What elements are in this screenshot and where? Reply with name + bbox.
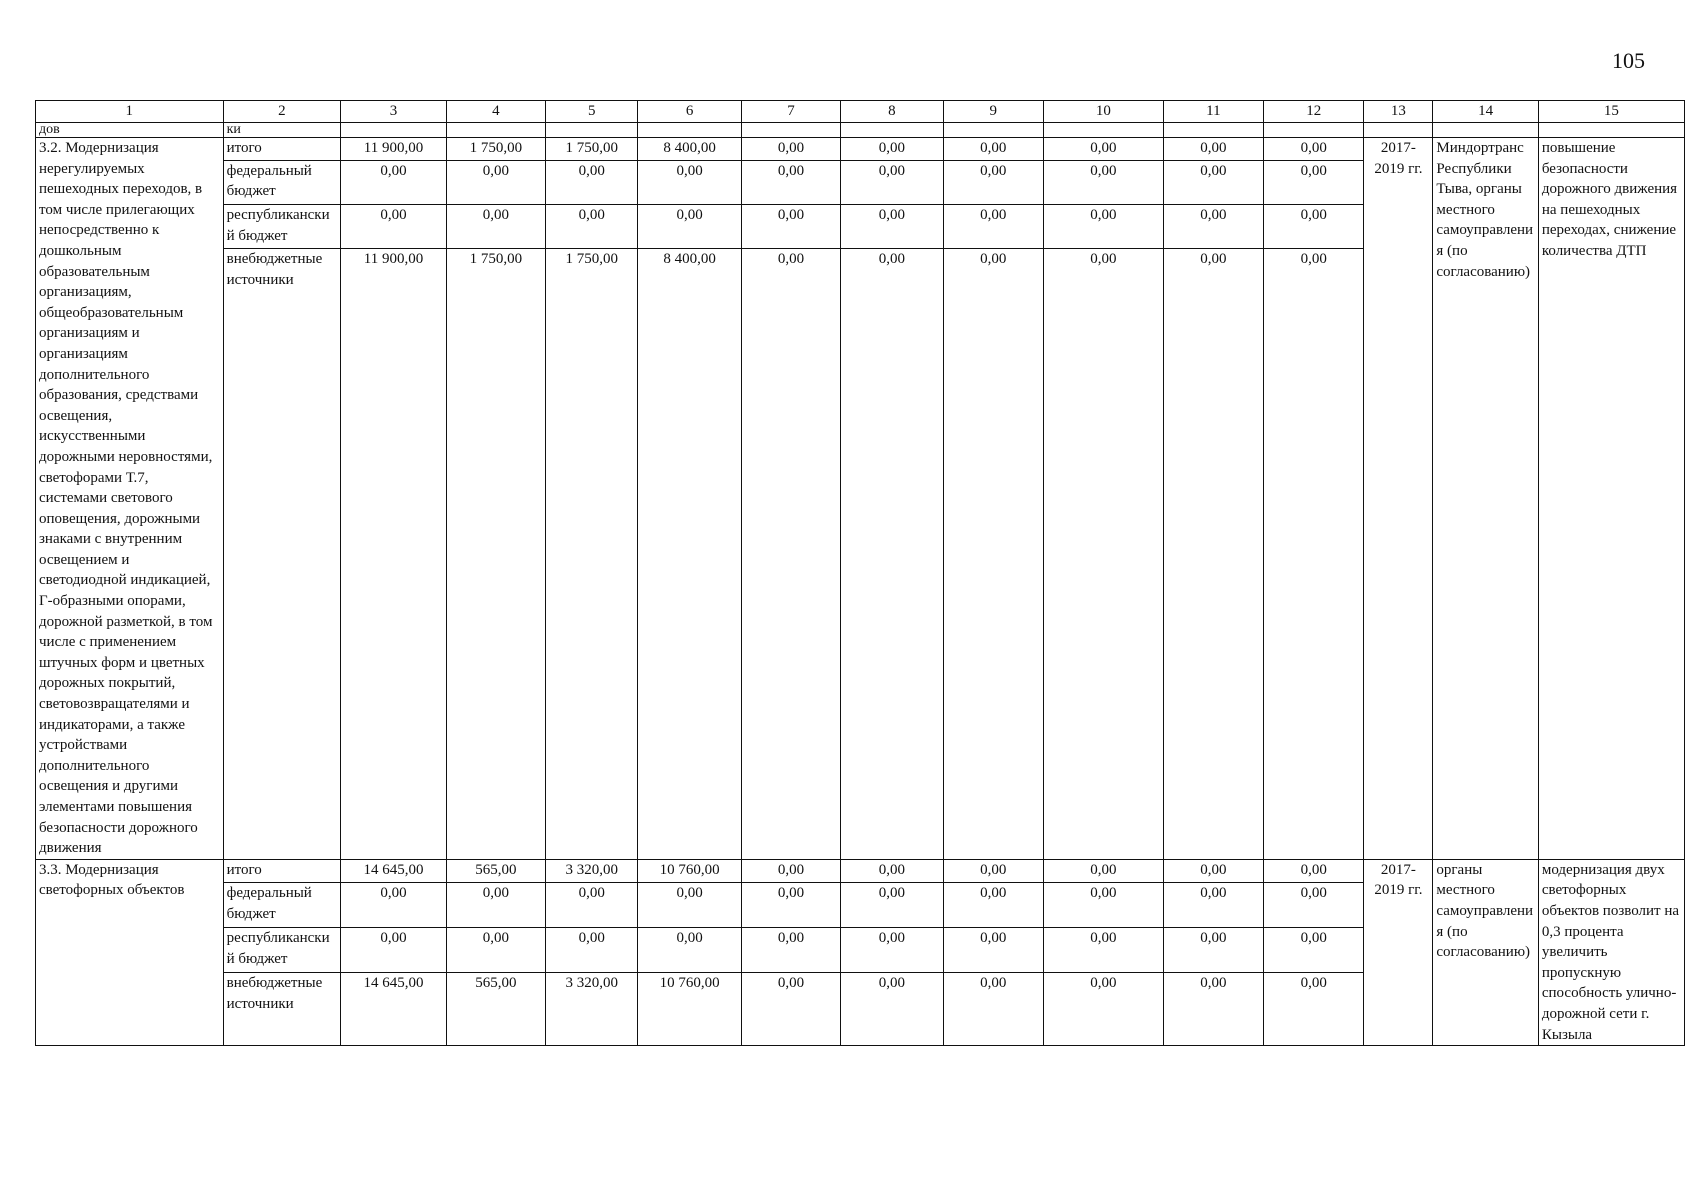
funding-value: 1 750,00 — [446, 249, 545, 859]
funding-value: 0,00 — [741, 859, 840, 882]
funding-value: 0,00 — [1264, 973, 1364, 1046]
funding-source-label: федеральный бюджет — [223, 882, 341, 927]
funding-value: 1 750,00 — [546, 249, 638, 859]
column-number-10: 10 — [1044, 101, 1164, 123]
funding-value: 0,00 — [1163, 249, 1263, 859]
column-number-3: 3 — [341, 101, 446, 123]
expected-result: модернизация двух светофорных объектов позволит на 0,3 процента увеличить пропускную способность улично-дорожной сети г. Кызыла — [1538, 859, 1684, 1045]
funding-value: 0,00 — [1163, 160, 1263, 204]
funding-value: 0,00 — [1264, 249, 1364, 859]
funding-value: 10 760,00 — [638, 973, 741, 1046]
funding-value: 0,00 — [341, 882, 446, 927]
funding-value: 0,00 — [341, 160, 446, 204]
table-body — [36, 101, 1685, 1046]
funding-value: 0,00 — [943, 138, 1043, 161]
measure-name: 3.3. Модернизация светофорных объектов — [36, 859, 224, 1045]
column-number-15: 15 — [1538, 101, 1684, 123]
funding-value: 0,00 — [741, 160, 840, 204]
funding-value: 0,00 — [841, 205, 943, 249]
program-table — [35, 100, 1685, 1046]
funding-source-label: внебюджетные источники — [223, 973, 341, 1046]
funding-value: 0,00 — [1264, 882, 1364, 927]
funding-value: 0,00 — [1044, 928, 1164, 973]
funding-source-label: итого — [223, 138, 341, 161]
funding-value: 1 750,00 — [546, 138, 638, 161]
funding-value: 0,00 — [841, 973, 943, 1046]
funding-value: 14 645,00 — [341, 973, 446, 1046]
funding-value: 0,00 — [1044, 882, 1164, 927]
funding-value: 0,00 — [1044, 138, 1164, 161]
responsible-executor: Миндортранс Республики Тыва, органы местного самоуправления (по согласованию) — [1433, 138, 1538, 860]
funding-value: 0,00 — [841, 249, 943, 859]
implementation-period: 2017-2019 гг. — [1364, 859, 1433, 1045]
funding-value: 0,00 — [741, 882, 840, 927]
column-number-4: 4 — [446, 101, 545, 123]
column-number-13: 13 — [1364, 101, 1433, 123]
funding-value: 0,00 — [943, 928, 1043, 973]
funding-value: 0,00 — [1044, 205, 1164, 249]
continuation-col2: ки — [223, 123, 341, 138]
column-number-11: 11 — [1163, 101, 1263, 123]
funding-value: 0,00 — [1044, 973, 1164, 1046]
funding-value: 0,00 — [546, 160, 638, 204]
table-row — [36, 138, 1685, 161]
funding-value: 565,00 — [446, 973, 545, 1046]
table-row — [36, 859, 1685, 882]
responsible-executor: органы местного самоуправления (по согласованию) — [1433, 859, 1538, 1045]
implementation-period: 2017-2019 гг. — [1364, 138, 1433, 860]
funding-value: 0,00 — [1163, 973, 1263, 1046]
funding-value: 0,00 — [1264, 205, 1364, 249]
funding-value: 8 400,00 — [638, 138, 741, 161]
funding-value: 0,00 — [1264, 160, 1364, 204]
funding-value: 0,00 — [546, 882, 638, 927]
funding-value: 0,00 — [341, 205, 446, 249]
funding-value: 0,00 — [546, 928, 638, 973]
funding-value: 0,00 — [1044, 160, 1164, 204]
funding-value: 0,00 — [1163, 205, 1263, 249]
funding-value: 0,00 — [1163, 928, 1263, 973]
funding-value: 0,00 — [446, 882, 545, 927]
funding-value: 0,00 — [638, 882, 741, 927]
page-number: 105 — [1612, 48, 1645, 73]
funding-value: 0,00 — [1163, 138, 1263, 161]
funding-value: 0,00 — [741, 928, 840, 973]
column-number-1: 1 — [36, 101, 224, 123]
column-number-14: 14 — [1433, 101, 1538, 123]
funding-value: 0,00 — [841, 882, 943, 927]
funding-value: 0,00 — [1264, 859, 1364, 882]
funding-value: 3 320,00 — [546, 859, 638, 882]
funding-value: 0,00 — [841, 928, 943, 973]
funding-value: 0,00 — [1044, 859, 1164, 882]
continuation-col1: дов — [36, 123, 224, 138]
funding-source-label: республиканский бюджет — [223, 928, 341, 973]
funding-value: 0,00 — [638, 928, 741, 973]
column-number-row — [36, 101, 1685, 123]
funding-value: 0,00 — [841, 160, 943, 204]
measure-name: 3.2. Модернизация нерегулируемых пешеходных переходов, в том числе прилегающих непосредственно к дошкольным образовательным организациям, общеобразовательным организациям и организациям дополнительного образования, средствами освещения, искусственными дорожными неровностями, светофорами Т.7, системами светового оповещения, дорожными знаками с внутренним освещением и светодиодной индикацией, Г-образными опорами, дорожной разметкой, в том числе с применением штучных форм и цветных дорожных покрытий, световозвращателями и индикаторами, а также устройствами дополнительного освещения и другими элементами повышения безопасности дорожного движения — [36, 138, 224, 860]
funding-source-label: итого — [223, 859, 341, 882]
funding-value: 14 645,00 — [341, 859, 446, 882]
column-number-5: 5 — [546, 101, 638, 123]
funding-value: 0,00 — [1044, 249, 1164, 859]
funding-value: 11 900,00 — [341, 138, 446, 161]
column-number-8: 8 — [841, 101, 943, 123]
funding-value: 0,00 — [741, 973, 840, 1046]
funding-value: 0,00 — [943, 973, 1043, 1046]
column-number-9: 9 — [943, 101, 1043, 123]
continuation-row — [36, 123, 1685, 138]
column-number-12: 12 — [1264, 101, 1364, 123]
funding-value: 0,00 — [943, 882, 1043, 927]
funding-value: 0,00 — [943, 249, 1043, 859]
column-number-6: 6 — [638, 101, 741, 123]
funding-value: 11 900,00 — [341, 249, 446, 859]
funding-source-label: внебюджетные источники — [223, 249, 341, 859]
funding-value: 0,00 — [1163, 882, 1263, 927]
funding-value: 3 320,00 — [546, 973, 638, 1046]
funding-value: 0,00 — [546, 205, 638, 249]
funding-source-label: республиканский бюджет — [223, 205, 341, 249]
funding-value: 0,00 — [841, 859, 943, 882]
funding-value: 8 400,00 — [638, 249, 741, 859]
funding-value: 0,00 — [638, 160, 741, 204]
funding-value: 0,00 — [446, 205, 545, 249]
funding-value: 0,00 — [1264, 138, 1364, 161]
funding-value: 0,00 — [943, 859, 1043, 882]
funding-value: 0,00 — [1163, 859, 1263, 882]
funding-value: 565,00 — [446, 859, 545, 882]
funding-value: 0,00 — [741, 249, 840, 859]
funding-value: 0,00 — [943, 160, 1043, 204]
funding-value: 0,00 — [741, 138, 840, 161]
funding-value: 0,00 — [446, 160, 545, 204]
funding-value: 0,00 — [638, 205, 741, 249]
funding-value: 0,00 — [1264, 928, 1364, 973]
funding-value: 1 750,00 — [446, 138, 545, 161]
column-number-7: 7 — [741, 101, 840, 123]
funding-value: 10 760,00 — [638, 859, 741, 882]
funding-value: 0,00 — [446, 928, 545, 973]
funding-value: 0,00 — [341, 928, 446, 973]
funding-value: 0,00 — [943, 205, 1043, 249]
expected-result: повышение безопасности дорожного движения на пешеходных переходах, снижение количества ДТП — [1538, 138, 1684, 860]
funding-value: 0,00 — [741, 205, 840, 249]
column-number-2: 2 — [223, 101, 341, 123]
funding-value: 0,00 — [841, 138, 943, 161]
funding-source-label: федеральный бюджет — [223, 160, 341, 204]
